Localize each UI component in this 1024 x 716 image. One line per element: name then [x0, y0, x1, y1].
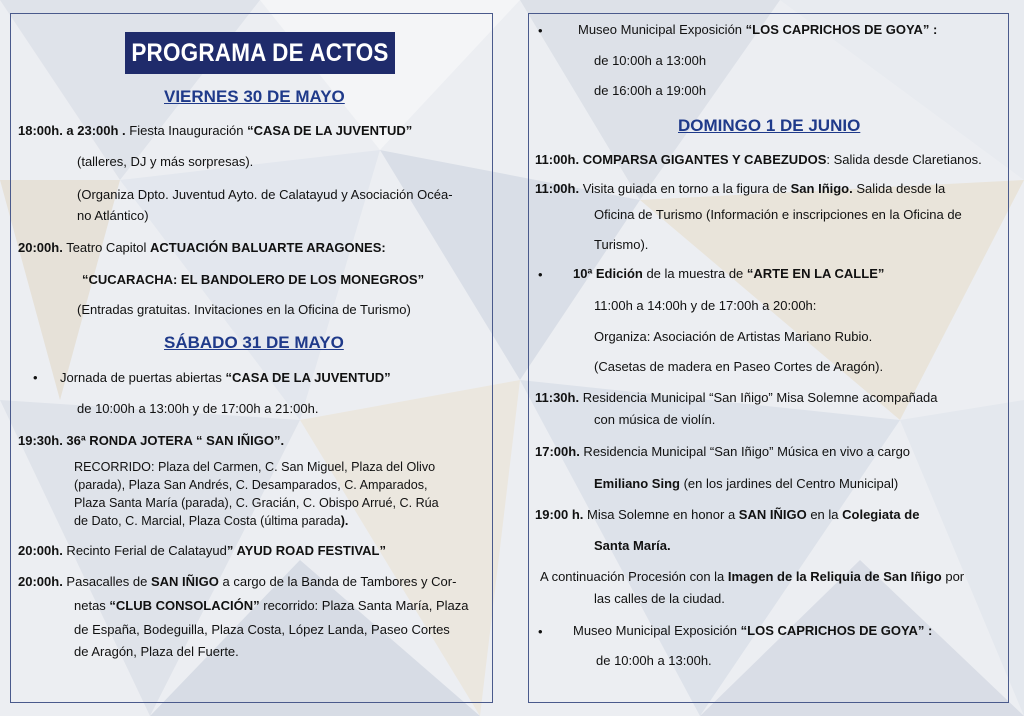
event-time: 20:00h. — [18, 240, 63, 255]
event-detail: (Organiza Dpto. Juventud Ayto. de Calatayud y Asociación Océa- — [77, 187, 453, 202]
event-time: 19:30h. — [18, 433, 63, 448]
event-detail: de Aragón, Plaza del Fuerte. — [74, 644, 239, 659]
event-text: Salida desde la — [852, 181, 946, 196]
event-detail: de 10:00h a 13:00h — [594, 53, 707, 68]
event-name: Imagen de la Reliquia de San Iñigo — [727, 569, 942, 584]
event-text: (en los jardines del Centro Municipal) — [679, 476, 899, 491]
event-name: “ARTE EN LA CALLE” — [746, 266, 885, 281]
bullet-icon: • — [538, 267, 543, 282]
event-detail — [594, 474, 898, 494]
event-detail: de 10:00h a 13:00h. — [596, 653, 712, 668]
event-name: “CASA DE LA JUVENTUD” — [225, 370, 391, 385]
event-text: Residencia Municipal “San Iñigo” Misa Solemne acompañada — [579, 390, 938, 405]
event-teatro — [18, 238, 386, 258]
bullet-icon: • — [33, 370, 38, 385]
event-text: Fiesta Inauguración — [125, 123, 248, 138]
event-name: 10ª Edición — [573, 266, 643, 281]
event-visita-guiada — [535, 179, 945, 199]
event-museo-goya — [578, 20, 937, 40]
event-gigantes — [535, 150, 982, 170]
event-detail: Santa María. — [594, 538, 671, 553]
event-name: “LOS CAPRICHOS DE GOYA” : — [745, 22, 938, 37]
event-time: 17:00h. — [535, 444, 580, 459]
event-detail: Oficina de Turismo (Información e inscripciones en la Oficina de — [594, 207, 962, 222]
event-time: 20:00h. — [18, 574, 63, 589]
event-text: Jornada de puertas abiertas — [60, 370, 226, 385]
event-text: Visita guiada en torno a la figura de — [579, 181, 791, 196]
event-name: “LOS CAPRICHOS DE GOYA” : — [740, 623, 933, 638]
event-name: SAN IÑIGO — [150, 574, 219, 589]
event-detail: 11:00h a 14:00h y de 17:00h a 20:00h: — [594, 298, 817, 313]
event-arte-calle — [573, 264, 884, 284]
event-detail — [74, 512, 348, 530]
event-text: netas — [74, 598, 110, 613]
event-detail: (Casetas de madera en Paseo Cortes de Aragón). — [594, 359, 884, 374]
event-museo-goya-2 — [573, 621, 932, 641]
event-text: Museo Municipal Exposición — [573, 623, 741, 638]
event-time: 11:00h. — [535, 152, 580, 167]
event-text: A continuación Procesión con la — [540, 569, 728, 584]
event-detail: Turismo). — [594, 237, 649, 252]
event-name: COMPARSA GIGANTES Y CABEZUDOS — [579, 152, 827, 167]
event-text: en la — [806, 507, 843, 522]
event-name: Emiliano Sing — [594, 476, 680, 491]
event-detail: (parada), Plaza San Andrés, C. Desamparados, C. Amparados, — [74, 478, 428, 492]
event-detail: RECORRIDO: Plaza del Carmen, C. San Miguel, Plaza del Olivo — [74, 460, 436, 474]
event-time: 19:00 h. — [535, 507, 584, 522]
day-heading-sabado: SÁBADO 31 DE MAYO — [164, 333, 344, 352]
event-detail: Organiza: Asociación de Artistas Mariano Rubio. — [594, 329, 873, 344]
day-heading-domingo: DOMINGO 1 DE JUNIO — [678, 116, 861, 135]
event-detail: (talleres, DJ y más sorpresas). — [77, 154, 254, 169]
event-inauguracion — [18, 121, 412, 141]
event-detail: “CUCARACHA: EL BANDOLERO DE LOS MONEGROS” — [82, 272, 425, 287]
event-ayud-road — [18, 541, 386, 561]
event-misa-solemne — [535, 505, 919, 525]
event-pasacalles — [18, 572, 456, 592]
event-time: 11:30h. — [535, 390, 580, 405]
event-ronda-jotera — [18, 431, 284, 451]
event-text: Residencia Municipal “San Iñigo” Música en vivo a cargo — [579, 444, 911, 459]
event-detail: Plaza Santa María (parada), C. Gracián, C. Obispo Arrué, C. Rúa — [74, 496, 439, 510]
event-name: “CLUB CONSOLACIÓN” — [109, 598, 260, 613]
event-detail: no Atlántico) — [77, 208, 149, 223]
event-text: Recinto Ferial de Calatayud — [62, 543, 227, 558]
bullet-icon: • — [538, 23, 543, 38]
event-text: por — [941, 569, 965, 584]
route-text: de Dato, C. Marcial, Plaza Costa (última parada — [74, 514, 341, 528]
event-name: Colegiata de — [842, 507, 920, 522]
event-procesion — [540, 567, 964, 587]
event-text: Pasacalles de — [62, 574, 151, 589]
route-end: ). — [340, 514, 349, 528]
event-residencia-misa — [535, 388, 938, 408]
event-name: 36ª RONDA JOTERA “ SAN IÑIGO”. — [62, 433, 285, 448]
event-time: 18:00h. a 23:00h . — [18, 123, 126, 138]
event-puertas-abiertas — [60, 368, 391, 388]
event-text: Teatro Capitol — [62, 240, 151, 255]
event-name: ACTUACIÓN BALUARTE ARAGONES: — [150, 240, 386, 255]
event-time: 11:00h. — [535, 181, 580, 196]
event-name: ” AYUD ROAD FESTIVAL” — [226, 543, 386, 558]
event-time: 20:00h. — [18, 543, 63, 558]
event-name: SAN IÑIGO — [738, 507, 807, 522]
event-text: : Salida desde Claretianos. — [826, 152, 982, 167]
event-detail: de 16:00h a 19:00h — [594, 83, 707, 98]
event-detail — [74, 596, 468, 616]
event-name: “CASA DE LA JUVENTUD” — [247, 123, 413, 138]
event-detail: de 10:00h a 13:00h y de 17:00h a 21:00h. — [77, 401, 319, 416]
event-detail: con música de violín. — [594, 412, 716, 427]
page-title: PROGRAMA DE ACTOS — [125, 32, 395, 74]
event-detail: de España, Bodeguilla, Plaza Costa, López Landa, Paseo Cortes — [74, 622, 450, 637]
event-text: a cargo de la Banda de Tambores y Cor- — [218, 574, 457, 589]
event-detail: (Entradas gratuitas. Invitaciones en la Oficina de Turismo) — [77, 302, 411, 317]
event-text: recorrido: Plaza Santa María, Plaza — [259, 598, 469, 613]
day-heading-viernes: VIERNES 30 DE MAYO — [164, 87, 345, 106]
event-text: Misa Solemne en honor a — [583, 507, 739, 522]
bullet-icon: • — [538, 624, 543, 639]
event-detail: las calles de la ciudad. — [594, 591, 725, 606]
event-residencia-musica — [535, 442, 910, 462]
event-text: de la muestra de — [642, 266, 747, 281]
event-text: Museo Municipal Exposición — [578, 22, 746, 37]
event-name: San Iñigo. — [790, 181, 853, 196]
